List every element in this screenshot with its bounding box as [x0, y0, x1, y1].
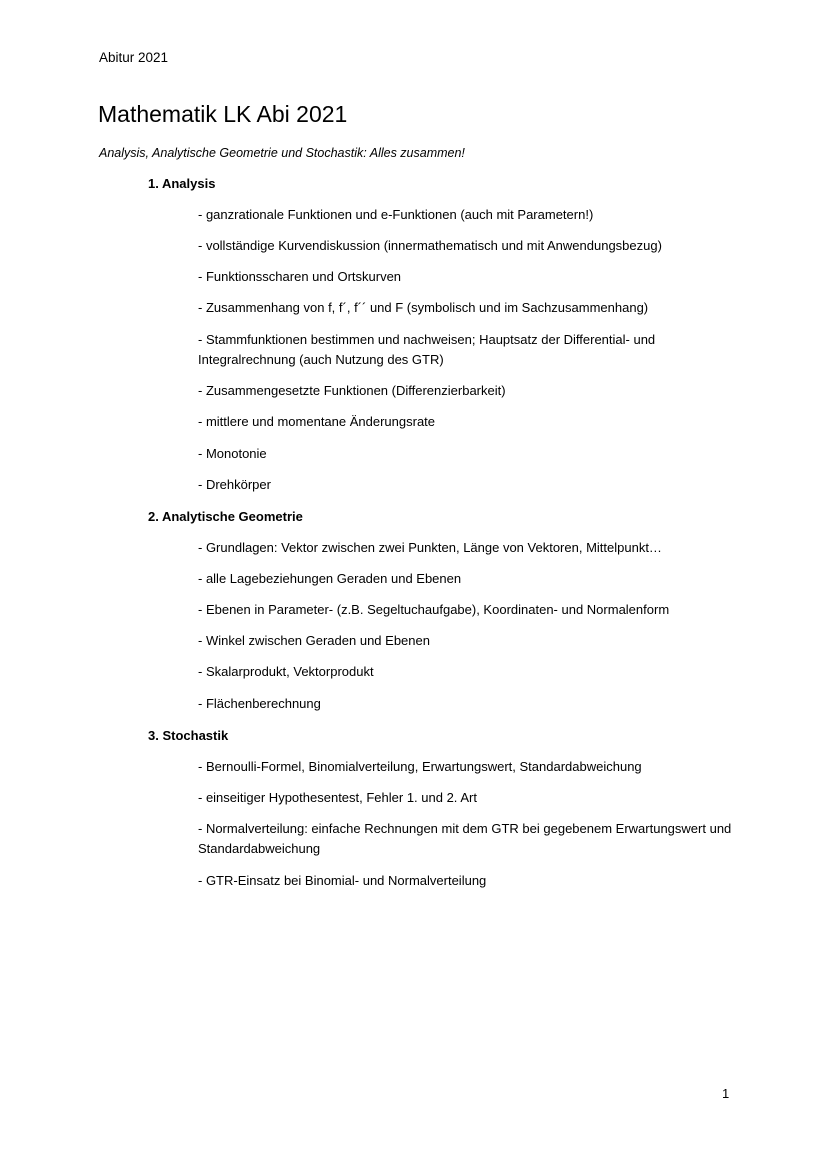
- document-title: Mathematik LK Abi 2021: [98, 101, 348, 127]
- section-heading-analysis: 1. Analysis: [148, 176, 216, 191]
- page-number: 1: [722, 1086, 730, 1101]
- list-item: - mittlere und momentane Änderungsrate: [198, 414, 436, 429]
- list-item: - Zusammengesetzte Funktionen (Differenzierbarkeit): [198, 383, 506, 398]
- list-item: - ganzrationale Funktionen und e-Funktionen (auch mit Parametern!): [198, 207, 594, 222]
- running-header: Abitur 2021: [99, 50, 169, 65]
- list-item: - Normalverteilung: einfache Rechnungen mit dem GTR bei gegebenem Erwartungswert und Standardabweichung: [198, 821, 732, 856]
- document-subtitle: Analysis, Analytische Geometrie und Stochastik: Alles zusammen!: [99, 146, 465, 160]
- list-item: - Stammfunktionen bestimmen und nachweisen; Hauptsatz der Differential- und Integralrechnung (auch Nutzung des GTR): [198, 332, 656, 367]
- list-item: - Flächenberechnung: [198, 696, 321, 711]
- list-item: - Funktionsscharen und Ortskurven: [198, 269, 402, 284]
- list-item: - Grundlagen: Vektor zwischen zwei Punkten, Länge von Vektoren, Mittelpunkt…: [198, 540, 662, 555]
- section-heading-analytische-geometrie: 2. Analytische Geometrie: [148, 509, 303, 524]
- list-item: - Drehkörper: [198, 477, 271, 492]
- list-item: - Monotonie: [198, 446, 267, 461]
- list-item: - Bernoulli-Formel, Binomialverteilung, Erwartungswert, Standardabweichung: [198, 759, 642, 774]
- list-item: - einseitiger Hypothesentest, Fehler 1. und 2. Art: [198, 790, 477, 805]
- list-item: - alle Lagebeziehungen Geraden und Ebenen: [198, 571, 462, 586]
- list-item: - Zusammenhang von f, f´, f´´ und F (symbolisch und im Sachzusammenhang): [198, 300, 649, 315]
- list-item: - vollständige Kurvendiskussion (innermathematisch und mit Anwendungsbezug): [198, 238, 662, 253]
- list-item: - Winkel zwischen Geraden und Ebenen: [198, 633, 430, 648]
- list-item: - Skalarprodukt, Vektorprodukt: [198, 664, 374, 679]
- section-heading-stochastik: 3. Stochastik: [148, 728, 229, 743]
- list-item: - GTR-Einsatz bei Binomial- und Normalverteilung: [198, 873, 487, 888]
- list-item: - Ebenen in Parameter- (z.B. Segeltuchaufgabe), Koordinaten- und Normalenform: [198, 602, 670, 617]
